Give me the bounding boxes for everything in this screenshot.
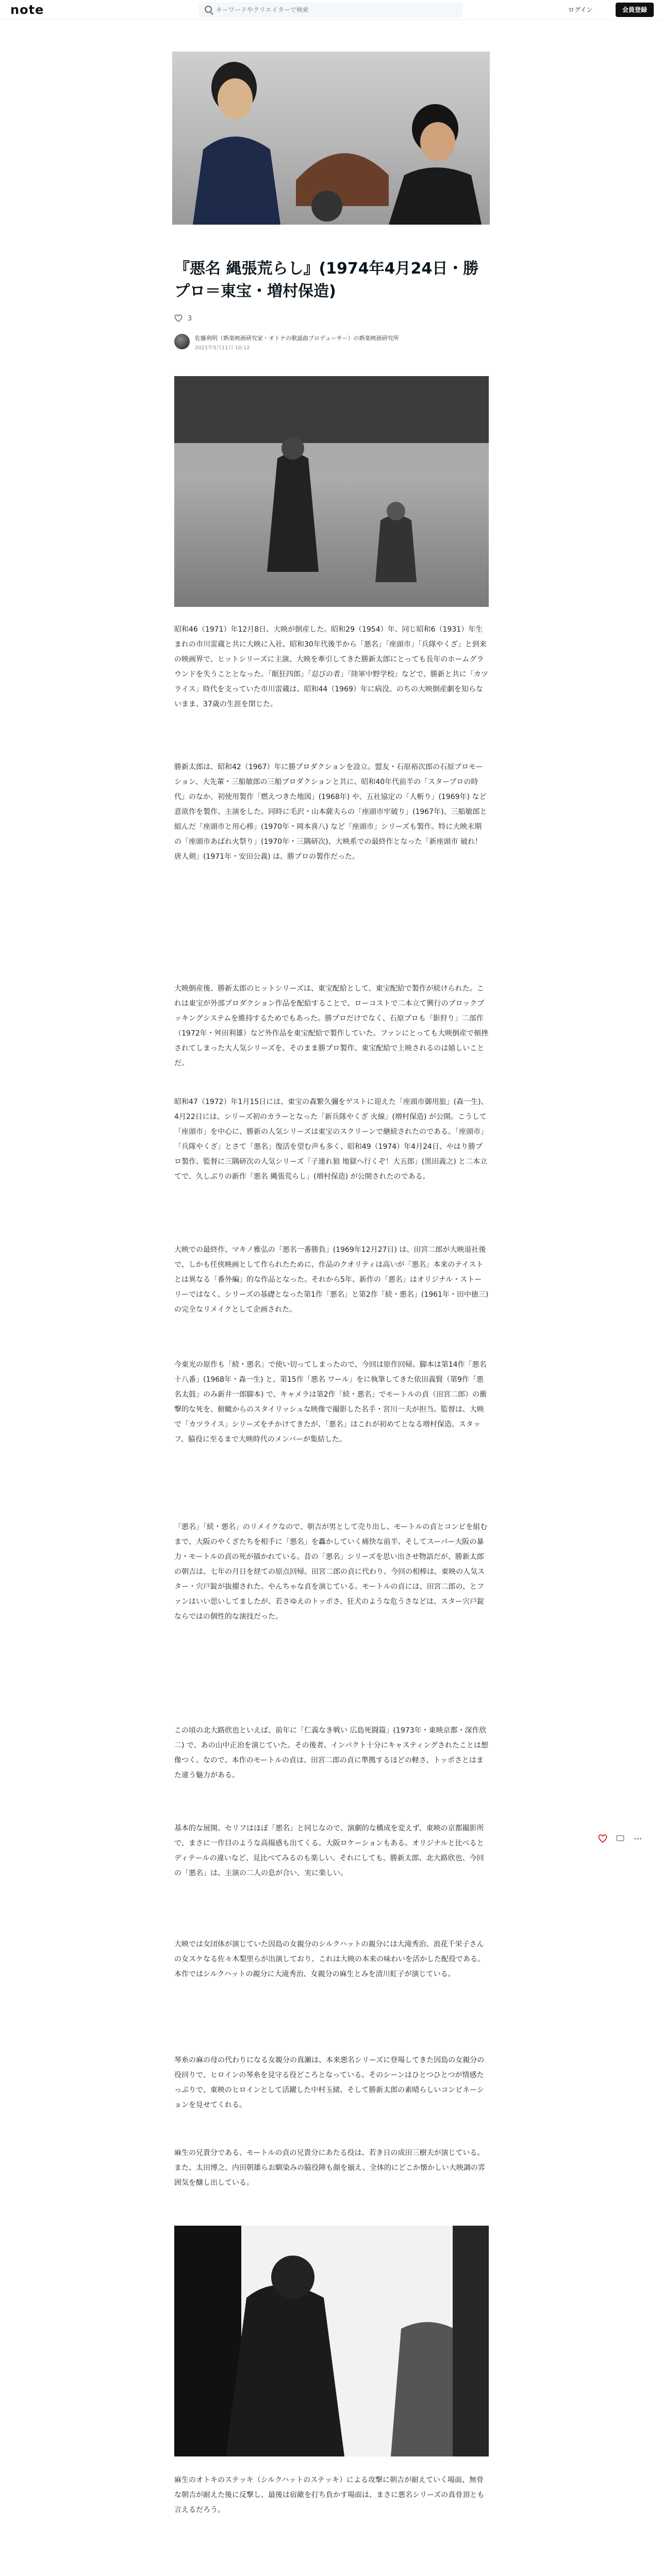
paragraph-9: 基本的な展開、セリフはほぼ「悪名」と同じなので、演劇的な構成を変えず、東映の京都撮影所で、まさに一作目のような高揚感も出てくる。大阪ロケーションもある。オリジナルと比べるとディテールの違いなど、見比べてみるのも楽しい。それにしても、勝新太郎、北大路欣也、今回の「悪名」は、主演の二人の息が合い、実に楽しい。 [174, 1824, 484, 1877]
paragraph-2: 勝新太郎は、昭和42（1967）年に勝プロダクションを設立。盟友・石原裕次郎の石原プロモーション、大先輩・三船敏郎の三船プロダクションと共に、昭和40年代前半の「スタープロの時代」のなか、初使用製作「燃えつきた地図」(1968年) や、五社協定の「人斬り」(1969年) など意欲作を製作、主演をした。同時に毛沢・山本薩夫らの「座頭市牢破り」(1967年)、三船敏郎と組んだ「座頭市と用心棒」(1970年・岡本喜八) など「座頭市」シリーズも製作。特に大映末期の「座頭市あばれ火祭り」(1970年・三隅研次)、大映系での最終作となった「新座頭市 破れ！唐人剣」(1971年・安田公義) は、勝プロの製作だった。 [174, 763, 487, 861]
like-count: 3 [188, 314, 192, 323]
publish-date: 2021年5月11日 10:12 [195, 345, 250, 351]
paragraph-1: 昭和46（1971）年12月8日、大映が倒産した。昭和29（1954）年、同じ昭和6（1931）年生まれの市川雷蔵と共に大映に入社、昭和30年代後半から「悪名」「座頭市」「兵隊やくざ」と到来の映画界で、ヒットシリーズに主演、大映を牽引してきた勝新太郎にとっても長年のホームグラウンドを失うこととなった。「眠狂四郎」「忍びの者」「陸軍中野学校」などで、勝新と共に「カツライス」時代を支っていた市川雷蔵は、昭和44（1969）年に病没。のちの大映倒産劇を知らないまま、37歳の生涯を閉じた。 [174, 625, 488, 708]
side-actions [598, 1834, 642, 1843]
avatar[interactable] [174, 334, 190, 349]
more-icon[interactable] [633, 1834, 642, 1843]
still-photo-2 [174, 2226, 489, 2456]
paragraph-11: 琴糸の麻の母の代わりになる女親分の真瀬は、本来悪名シリーズに登場してきた因島の女親分の役回りで、ヒロインの琴糸を見守る役どころとなっている。そのシーンはひとつひとつが情感たっぷりで、東映のヒロインとして活躍した中村玉緒、そして勝新太郎の素晴らしいコンビネーションを見せてくれる。 [174, 2056, 485, 2109]
paragraph-10: 大映では女団体が演じていた因島の女親分のシルクハットの親分には大滝秀治、浪花千栄子さんの女スケなる佐々木梨里らが出演しており、これは大映の本来の味わいを活かした配役である。本作ではシルクハットの親分に大滝秀治、女親分の麻生とみを清川虹子が演じている。 [174, 1940, 485, 1978]
paragraph-13: 麻生のオトキのステッキ（シルクハットのステッキ）による攻撃に朝吉が耐えていく場面、無骨な朝吉が耐えた後に反撃し、最後は宿敵を打ち負かす場面は、まさに悪名シリーズの真骨頂とも言えるだろう。 [174, 2476, 485, 2514]
signup-button[interactable]: 会員登録 [616, 3, 654, 17]
like-section [174, 314, 192, 323]
heart-icon[interactable] [174, 314, 183, 323]
login-link[interactable]: ログイン [568, 6, 593, 13]
paragraph-5: 大映での最終作、マキノ雅弘の「悪名一番勝負」(1969年12月27日) は、田宮二郎が大映退社後で、しかも任侠映画として作られたために、作品のクオリティは高いが「悪名」本来のテイストとは異なる「番外編」的な作品となった。それから5年、新作の「悪名」はオリジナル・ストーリーではなく、シリーズの基礎となった第1作「悪名」と第2作「続・悪名」(1961年・田中徳三) の完全なリメイクとして企画された。 [174, 1246, 489, 1314]
still-photo-1 [174, 376, 489, 607]
site-header [0, 0, 662, 20]
paragraph-4: 昭和47（1972）年1月15日には、東宝の森繁久彌をゲストに迎えた「座頭市御用旅」(森一生)、4月22日には、シリーズ初のカラーとなった「新兵隊やくざ 火線」(増村保造) が公開。こうして「座頭市」を中心に、勝新の人気シリーズは東宝のスクリーンで継続されたのである。「座頭市」「兵隊やくざ」とさて「悪名」復活を望む声も多く、昭和49（1974）年4月24日、やはり勝プロ製作、監督に三隅研次の人気シリーズ「子連れ狼 地獄へ行くぞ！大五郎」(黒田義之) と二本立てで、久しぶりの新作「悪名 縄張荒らし」(増村保造) が公開されたのである。 [174, 1098, 488, 1181]
search-icon [205, 6, 212, 13]
heart-icon[interactable] [598, 1834, 607, 1843]
paragraph-8: この頃の北大路欣也といえば、前年に「仁義なき戦い 広島死闘篇」(1973年・東映京都・深作欣二) で、あの山中正治を演じていた。その後者、インパクト十分にキャスティングされたことは想像つく。なので、本作のモートルの貞は、田宮二郎の貞に準拠するほどの軽さ、トッポさとはまた違う魅力がある。 [174, 1726, 488, 1780]
note-logo[interactable]: note [10, 3, 44, 17]
comment-icon[interactable] [616, 1834, 625, 1843]
paragraph-7: 「悪名」「続・悪名」のリメイクなので、朝吉が男として売り出し、モートルの貞とコンビを組むまで、大阪のやくざたちを相手に「悪名」を轟かしていく痛快な前半、そしてスーパー大阪の暴力・モートルの貞の死が描かれている。昔の「悪名」シリーズを思い出させ物語だが、勝新太郎の朝吉は、七年の月日を経ての原点回帰。田宮二郎の貞に代わり、今回の相棒は、東映の人気スター・宍戸錠が抜擢された。やんちゃな貞を演じている。モートルの貞には、田宮二郎の、とファンはいい思いしてましたが、若さゆえのトッポさ、狂犬のような危うさなどは、スター宍戸錠ならではの個性的な演技だった。 [174, 1523, 488, 1621]
paragraph-3: 大映倒産後、勝新太郎のヒットシリーズは、東宝配給として、東宝配給で製作が続けられた。これは東宝が外部プロダクション作品を配給することで、ローコストで二本立て興行のブロックブッキングシステムを維持するためでもあった。勝プロだけでなく、石原プロも「影狩り」二部作（1972年・舛田利雄）など外作品を東宝配給で製作していた。ファンにとっても大映倒産で頓挫されてしまった大人気シリーズを、そのまま勝プロ製作、東宝配給で上映されるのは嬉しいことだ。 [174, 985, 489, 1067]
paragraph-6: 今東光の原作も「続・悪名」で使い切ってしまったので、今回は原作回帰。脚本は第14作「悪名十八番」(1968年・森一生) と、第15作「悪名 ワール」をに執筆してきた依田義賢（第9作「悪名太鼓」のみ新井一郎脚本) で、キャメラは第2作「続・悪名」でモートルの貞（田宮二郎）の衝撃的な死を、俯瞰からのスタイリッシュな映像で撮影した名手・宮川一夫が担当。監督は、大映で「カツライス」シリーズをチかけてきたが、「悪名」はこれが初めてとなる増村保造。スタッフ、脇役に至るまで大映時代のメンバーが集結した。 [174, 1361, 487, 1444]
hero-image [172, 52, 490, 225]
author-block[interactable] [174, 333, 489, 353]
article-title: 『悪名 縄張荒らし』(1974年4月24日・勝プロ＝東宝・増村保造) [174, 260, 479, 300]
search-box[interactable] [198, 2, 462, 18]
author-name[interactable]: 佐藤利明（娯楽映画研究家・オトナの歌謡曲プロデューサー）の娯楽映画研究所 [195, 335, 399, 342]
search-input[interactable] [216, 2, 458, 18]
paragraph-12: 麻生の兄貴分である、モートルの貞の兄貴分にあたる役は、若き日の成田三樹夫が演じている。また、太田博之、内田朝雄らお馴染みの脇役陣も顔を揃え、全体的にどこか懐かしい大映調の雰囲気を醸し出している。 [174, 2149, 485, 2187]
